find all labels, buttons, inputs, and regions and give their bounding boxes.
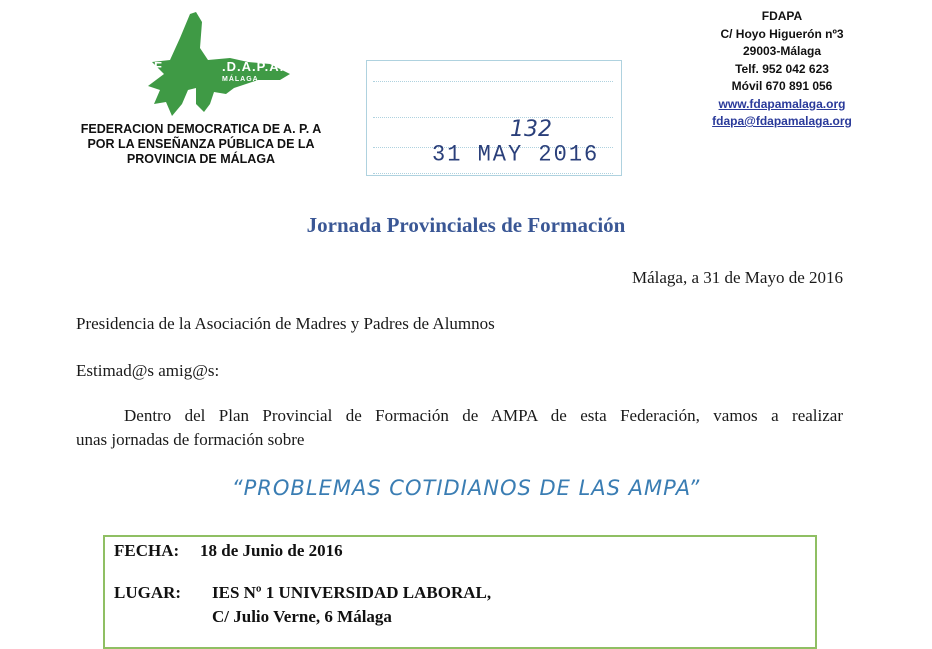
svg-text:F: F bbox=[154, 59, 162, 74]
contact-phone: Telf. 952 042 623 bbox=[735, 61, 829, 76]
place-value: IES Nº 1 UNIVERSIDAD LABORAL, bbox=[212, 583, 492, 602]
greeting: Estimad@s amig@s: bbox=[76, 361, 220, 380]
federation-line: POR LA ENSEÑANZA PÚBLICA DE LA bbox=[87, 137, 315, 151]
paragraph-line: unas jornadas de formación sobre bbox=[76, 430, 305, 449]
page-title: Jornada Provinciales de Formación bbox=[306, 213, 626, 237]
contact-name: FDAPA bbox=[761, 9, 803, 23]
svg-text:.D.A.P.A.: .D.A.P.A. bbox=[222, 59, 285, 74]
contact-city: 29003-Málaga bbox=[742, 44, 822, 58]
registry-number: 132 bbox=[510, 117, 552, 142]
federation-line: PROVINCIA DE MÁLAGA bbox=[126, 152, 276, 166]
registry-date: 31 MAY 2016 bbox=[432, 141, 600, 168]
date-label: FECHA: bbox=[114, 541, 180, 560]
contact-mobile: Móvil 670 891 056 bbox=[731, 79, 833, 93]
place-label: LUGAR: bbox=[114, 583, 182, 602]
federation-line: FEDERACION DEMOCRATICA DE A. P. A bbox=[80, 122, 322, 136]
svg-text:MÁLAGA: MÁLAGA bbox=[222, 76, 259, 83]
place-date: Málaga, a 31 de Mayo de 2016 bbox=[631, 268, 843, 287]
contact-address: C/ Hoyo Higuerón nº3 bbox=[720, 26, 844, 41]
topic-heading: “PROBLEMAS COTIDIANOS DE LAS AMPA” bbox=[231, 476, 701, 500]
contact-block bbox=[692, 8, 872, 131]
website-link[interactable]: www.fdapamalaga.org bbox=[718, 96, 846, 111]
fdapa-logo bbox=[130, 8, 295, 120]
email-link[interactable]: fdapa@fdapamalaga.org bbox=[712, 114, 852, 128]
recipient: Presidencia de la Asociación de Madres y Padres de Alumnos bbox=[76, 314, 495, 333]
federation-name bbox=[66, 122, 336, 167]
place-address: C/ Julio Verne, 6 Málaga bbox=[212, 607, 392, 626]
paragraph-line: Dentro del Plan Provincial de Formación de AMPA de esta Federación, vamos a realizar bbox=[124, 406, 843, 425]
date-value: 18 de Junio de 2016 bbox=[200, 541, 343, 560]
details-box bbox=[103, 535, 817, 649]
